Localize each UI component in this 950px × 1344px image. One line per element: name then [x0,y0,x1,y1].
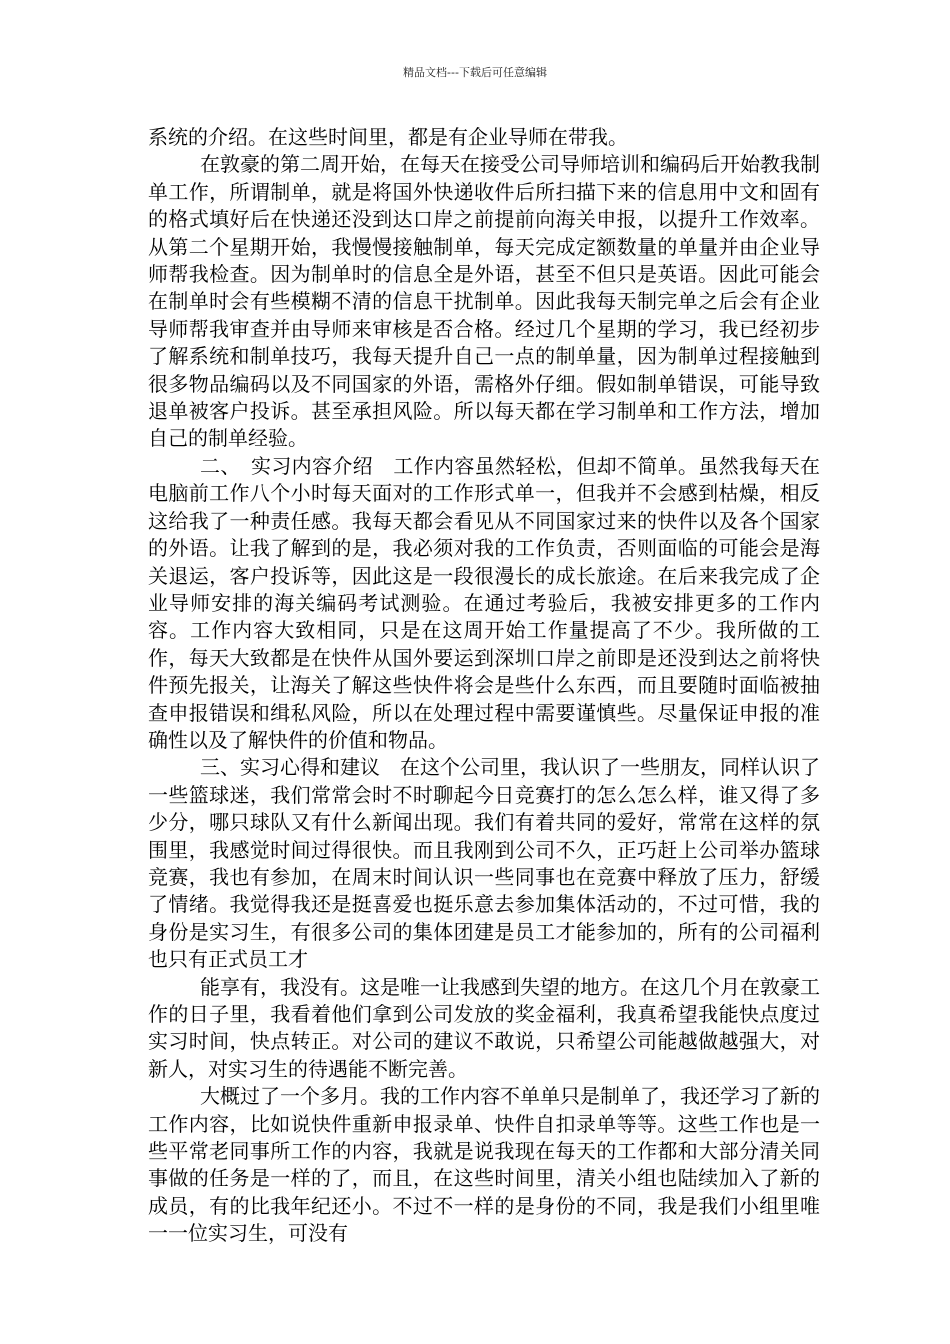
paragraph-4: 三、实习心得和建议 在这个公司里，我认识了一些朋友，同样认识了一些篮球迷，我们常常会时不时聊起今日竞赛打的怎么怎么样，谁又得了多少分，哪只球队又有什么新闻出现。我们有着共同的爱好，常常在这样的氛围里，我感觉时间过得很快。而且我刚到公司不久，正巧赶上公司举办篮球竞赛，我也有参加，在周末时间认识一些同事也在竞赛中释放了压力，舒缓了情绪。我觉得我还是挺喜爱也挺乐意去参加集体活动的，不过可惜，我的身份是实习生，有很多公司的集体团建是员工才能参加的，所有的公司福利也只有正式员工才 [148,755,820,972]
paragraph-5: 能享有，我没有。这是唯一让我感到失望的地方。在这几个月在敦豪工作的日子里，我看着他们拿到公司发放的奖金福利，我真希望我能快点度过实习时间，快点转正。对公司的建议不敢说，只希望公司能越做越强大，对新人，对实习生的待遇能不断完善。 [148,974,820,1081]
paragraph-2: 在敦豪的第二周开始，在每天在接受公司导师培训和编码后开始教我制单工作，所谓制单，就是将国外快递收件后所扫描下来的信息用中文和固有的格式填好后在快递还没到达口岸之前提前向海关申报，以提升工作效率。从第二个星期开始，我慢慢接触制单，每天完成定额数量的单量并由企业导师帮我检查。因为制单时的信息全是外语，甚至不但只是英语。因此可能会在制单时会有些模糊不清的信息干扰制单。因此我每天制完单之后会有企业导师帮我审查并由导师来审核是否合格。经过几个星期的学习，我已经初步了解系统和制单技巧，我每天提升自己一点的制单量，因为制单过程接触到很多物品编码以及不同国家的外语，需格外仔细。假如制单错误，可能导致退单被客户投诉。甚至承担风险。所以每天都在学习制单和工作方法，增加自己的制单经验。 [148,152,820,451]
document-body [148,124,820,1248]
paragraph-1: 系统的介绍。在这些时间里，都是有企业导师在带我。 [148,125,628,149]
paragraph-3: 二、 实习内容介绍 工作内容虽然轻松，但却不简单。虽然我每天在电脑前工作八个小时每天面对的工作形式单一，但我并不会感到枯燥，相反这给我了一种责任感。我每天都会看见从不同国家过来的快件以及各个国家的外语。让我了解到的是，我必须对我的工作负责，否则面临的可能会是海关退运，客户投诉等，因此这是一段很漫长的成长旅途。在后来我完成了企业导师安排的海关编码考试测验。在通过考验后，我被安排更多的工作内容。工作内容大致相同，只是在这周开始工作量提高了不少。我所做的工作，每天大致都是在快件从国外要运到深圳口岸之前即是还没到达之前将快件预先报关，让海关了解这些快件将会是些什么东西，而且要随时面临被抽查申报错误和缉私风险，所以在处理过程中需要谨慎些。尽量保证申报的准确性以及了解快件的价值和物品。 [148,453,820,752]
paragraph-6: 大概过了一个多月。我的工作内容不单单只是制单了，我还学习了新的工作内容，比如说快件重新申报录单、快件自扣录单等等。这些工作也是一些平常老同事所工作的内容，我就是说我现在每天的工作都和大部分清关同事做的任务是一样的了，而且，在这些时间里，清关小组也陆续加入了新的成员，有的比我年纪还小。不过不一样的是身份的不同，我是我们小组里唯一一位实习生，可没有 [148,1084,820,1246]
page-header: 精品文档---下载后可任意编辑 [403,66,547,79]
